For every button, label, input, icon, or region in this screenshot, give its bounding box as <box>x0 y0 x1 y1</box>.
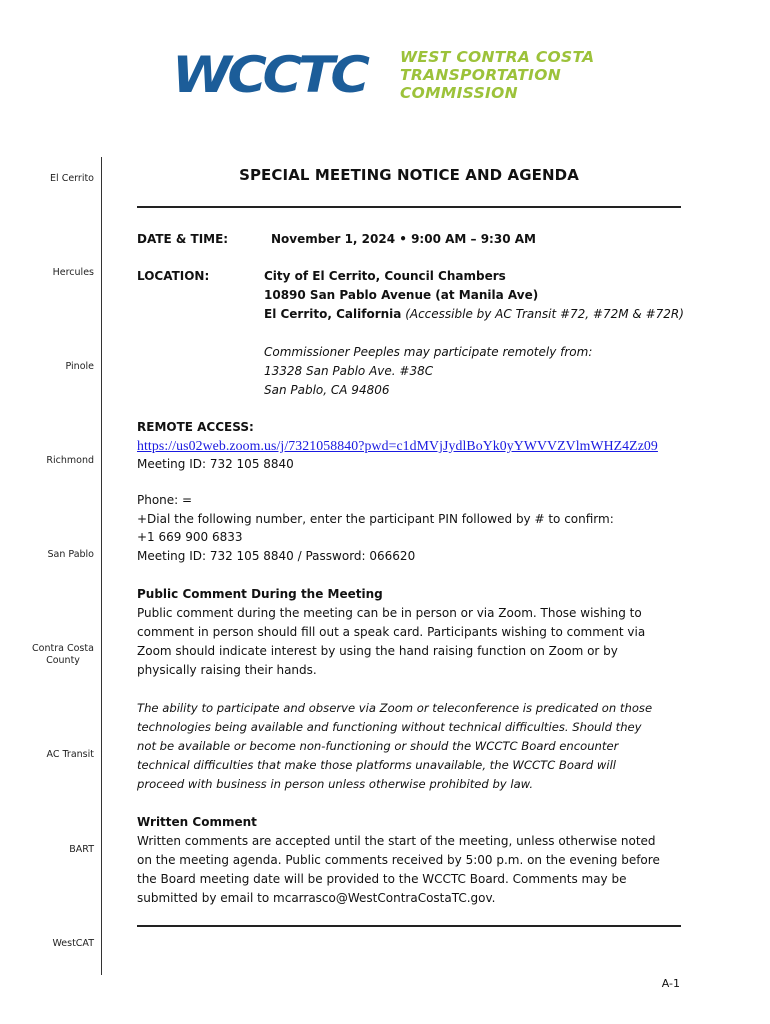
phone-line-2: +Dial the following number, enter the participant PIN followed by # to confirm: <box>137 511 614 526</box>
disclaimer-line-4: technical difficulties that make those platforms unavailable, the WCCTC Board will <box>137 757 617 772</box>
phone-line-3: +1 669 900 6833 <box>137 530 243 545</box>
remote-access-section <box>137 418 697 474</box>
public-comment-line-4: physically raising their hands. <box>137 662 317 677</box>
sidebar-divider <box>101 157 102 975</box>
member-hercules: Hercules <box>52 267 94 278</box>
public-comment-line-3: Zoom should indicate interest by using the hand raising function on Zoom or by <box>137 643 618 658</box>
phone-section <box>137 491 697 566</box>
date-time-value: November 1, 2024 • 9:00 AM – 9:30 AM <box>271 232 536 246</box>
remote-participant-line-3: San Pablo, CA 94806 <box>264 383 390 397</box>
member-richmond: Richmond <box>46 455 94 466</box>
logo-line-1: WEST CONTRA COSTA <box>400 48 595 66</box>
page-number: A-1 <box>661 977 680 990</box>
written-comment-heading: Written Comment <box>137 815 257 829</box>
logo-text <box>400 48 594 102</box>
location-city: El Cerrito, California <box>264 307 402 321</box>
location-line-3 <box>264 305 684 324</box>
logo-line-2: TRANSPORTATION <box>400 66 561 84</box>
phone-line-4: Meeting ID: 732 105 8840 / Password: 066620 <box>137 549 416 564</box>
public-comment-section <box>137 585 677 680</box>
logo-mark: WCCTC <box>172 46 366 104</box>
written-comment-section <box>137 813 677 908</box>
public-comment-heading: Public Comment During the Meeting <box>137 587 383 601</box>
title-divider <box>137 206 681 208</box>
remote-access-heading: REMOTE ACCESS: <box>137 420 254 434</box>
logo-line-3: COMMISSION <box>400 84 518 102</box>
written-comment-line-4: submitted by email to mcarrasco@WestContraCostaTC.gov. <box>137 890 496 905</box>
date-time-label: DATE & TIME: <box>137 232 229 246</box>
written-comment-line-2: on the meeting agenda. Public comments received by 5:00 p.m. on the evening before <box>137 852 660 867</box>
location-line-1: City of El Cerrito, Council Chambers <box>264 269 506 283</box>
public-comment-line-1: Public comment during the meeting can be in person or via Zoom. Those wishing to <box>137 605 642 620</box>
member-contra-costa-county: Contra Costa County <box>32 643 94 666</box>
disclaimer-section <box>137 699 677 794</box>
disclaimer-line-5: proceed with business in person unless otherwise prohibited by law. <box>137 776 534 791</box>
member-bart: BART <box>69 844 94 855</box>
location-transit-note: (Accessible by AC Transit #72, #72M & #72R) <box>401 307 684 321</box>
member-ac-transit: AC Transit <box>46 749 94 760</box>
remote-meeting-id: Meeting ID: 732 105 8840 <box>137 457 294 472</box>
written-comment-line-3: the Board meeting date will be provided to the WCCTC Board. Comments may be <box>137 871 627 886</box>
remote-participant-line-1: Commissioner Peeples may participate remotely from: <box>264 345 593 359</box>
zoom-link[interactable]: https://us02web.zoom.us/j/7321058840?pwd=c1dMVjJydlBoYk0yYWVVZVlmWHZ4Zz09 <box>137 437 658 453</box>
location-label: LOCATION: <box>137 269 210 283</box>
member-pinole: Pinole <box>65 361 94 372</box>
phone-line-1: Phone: = <box>137 493 193 507</box>
bottom-divider <box>137 925 681 927</box>
disclaimer-line-3: not be available or become non-functioning or should the WCCTC Board encounter <box>137 738 619 753</box>
member-san-pablo: San Pablo <box>47 549 94 560</box>
disclaimer-line-2: technologies being available and functioning without technical difficulties. Should they <box>137 719 642 734</box>
remote-participant-line-2: 13328 San Pablo Ave. #38C <box>264 364 434 378</box>
written-comment-line-1: Written comments are accepted until the start of the meeting, unless otherwise noted <box>137 833 656 848</box>
location-line-2: 10890 San Pablo Avenue (at Manila Ave) <box>264 288 539 302</box>
member-westcat: WestCAT <box>52 938 94 949</box>
wcctc-logo <box>172 46 612 106</box>
page-title: SPECIAL MEETING NOTICE AND AGENDA <box>239 166 579 184</box>
public-comment-line-2: comment in person should fill out a speak card. Participants wishing to comment via <box>137 624 646 639</box>
disclaimer-line-1: The ability to participate and observe via Zoom or teleconference is predicated on those <box>137 701 653 715</box>
member-el-cerrito: El Cerrito <box>50 173 94 184</box>
